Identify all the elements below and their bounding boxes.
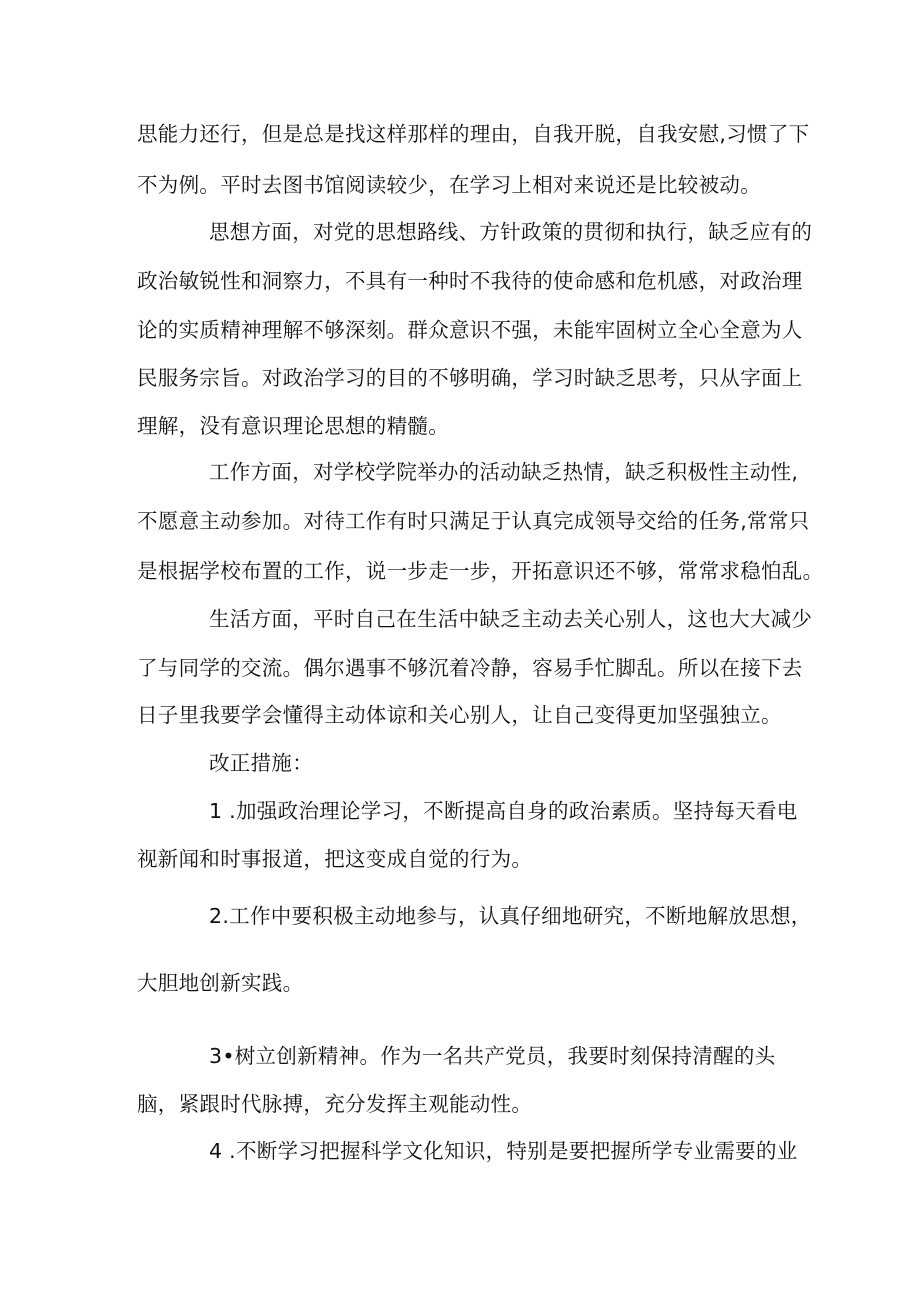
text-line: 理解，没有意识理论思想的精髓。 xyxy=(137,414,449,438)
text-line: 民服务宗旨。对政治学习的目的不够明确，学习时缺乏思考，只从字面上 xyxy=(137,366,803,390)
text-line: 脑，紧跟时代脉搏，充分发挥主观能动性。 xyxy=(137,1092,533,1116)
text-line: 大胆地创新实践。 xyxy=(137,971,304,995)
list-item-4: 4 .不断学习把握科学文化知识，特别是要把握所学专业需要的业 xyxy=(209,1139,798,1163)
text-line: 论的实质精神理解不够深刻。群众意识不强，未能牢固树立全心全意为人 xyxy=(137,318,803,342)
paragraph-first-line: 思想方面，对党的思想路线、方针政策的贯彻和执行，缺乏应有的 xyxy=(209,220,813,244)
list-item-1: 1 .加强政治理论学习，不断提高自身的政治素质。坚持每天看电 xyxy=(209,799,798,823)
text-line: 不为例。平时去图书馆阅读较少，在学习上相对来说还是比较被动。 xyxy=(137,173,761,197)
text-line: 视新闻和时事报道，把这变成自觉的行为。 xyxy=(137,847,533,871)
paragraph-first-line: 工作方面，对学校学院举办的活动缺乏热情，缺乏积极性主动性, xyxy=(209,460,799,484)
text-line: 政治敏锐性和洞察力，不具有一种时不我待的使命感和危机感，对政治理 xyxy=(137,269,803,293)
paragraph-first-line: 生活方面，平时自己在生活中缺乏主动去关心别人，这也大大减少 xyxy=(209,607,813,631)
text-line: 思能力还行，但是总是找这样那样的理由，自我开脱，自我安慰,习惯了下 xyxy=(137,122,810,146)
text-line: 日子里我要学会懂得主动体谅和关心别人，让自己变得更加坚强独立。 xyxy=(137,703,782,727)
text-line: 是根据学校布置的工作，说一步走一步，开拓意识还不够，常常求稳怕乱。 xyxy=(137,559,824,583)
list-item-3: 3•树立创新精神。作为一名共产党员，我要时刻保持清醒的头 xyxy=(209,1044,776,1068)
list-item-2: 2.工作中要积极主动地参与，认真仔细地研究，不断地解放思想， xyxy=(209,904,812,928)
text-line: 不愿意主动参加。对待工作有时只满足于认真完成领导交给的任务,常常只 xyxy=(137,509,810,533)
text-line: 了与同学的交流。偶尔遇事不够沉着冷静，容易手忙脚乱。所以在接下去 xyxy=(137,656,803,680)
section-heading: 改正措施： xyxy=(209,751,313,775)
